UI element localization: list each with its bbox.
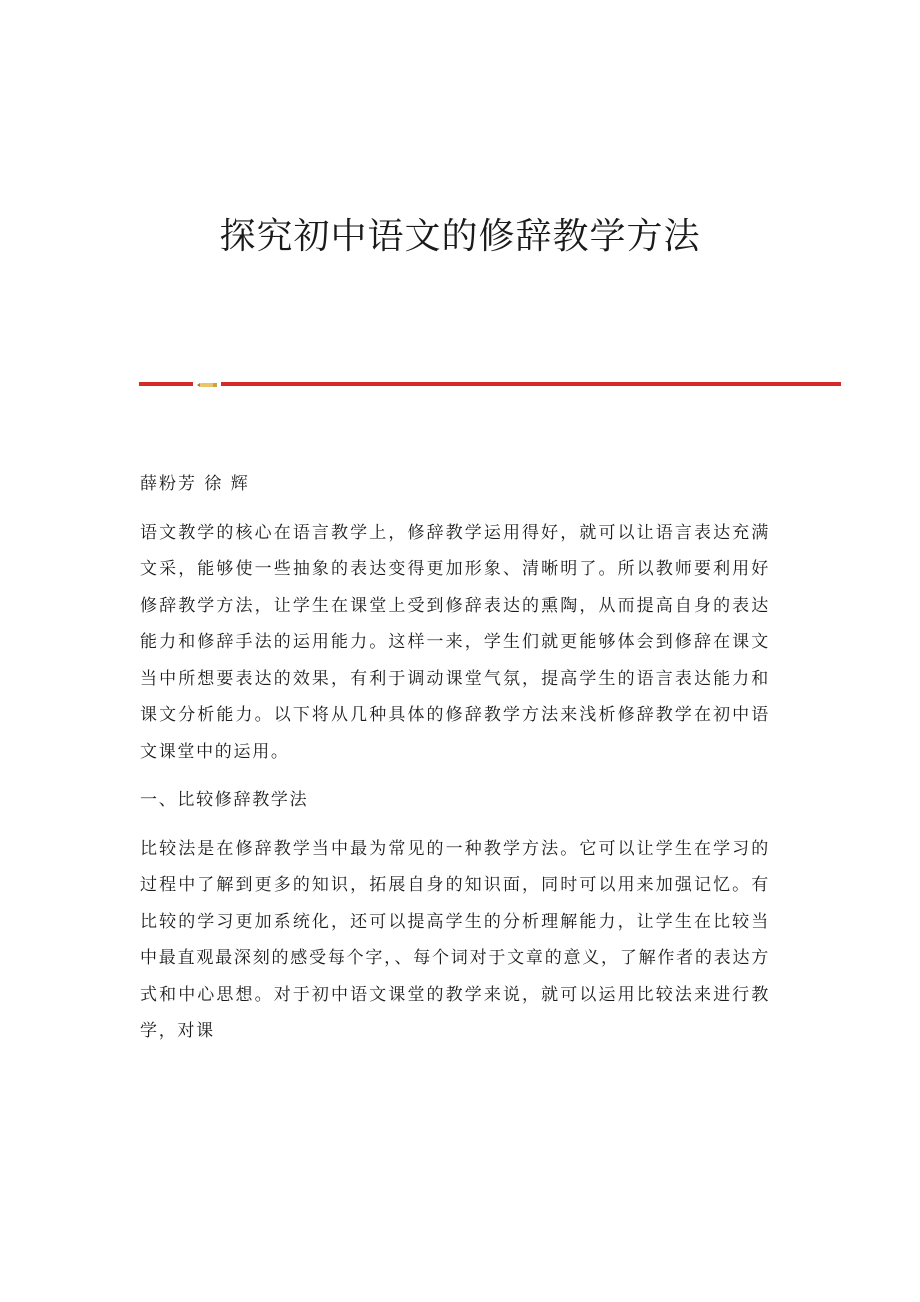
- title-divider: [139, 380, 841, 390]
- section-paragraph: 比较法是在修辞教学当中最为常见的一种教学方法。它可以让学生在学习的过程中了解到更多的知识，拓展自身的知识面，同时可以用来加强记忆。有比较的学习更加系统化，还可以提高学生的分析理解能力，让学生在比较当中最直观最深刻的感受每个字，、每个词对于文章的意义，了解作者的表达方式和中心思想。对于初中语文课堂的教学来说，就可以运用比较法来进行教学，对课: [140, 838, 770, 1041]
- divider-left-segment: [139, 382, 193, 386]
- pencil-icon: [197, 382, 217, 388]
- intro-paragraph: 语文教学的核心在语言教学上，修辞教学运用得好，就可以让语言表达充满文采，能够使一些抽象的表达变得更加形象、清晰明了。所以教师要利用好修辞教学方法，让学生在课堂上受到修辞表达的熏陶，从而提高自身的表达能力和修辞手法的运用能力。这样一来，学生们就更能够体会到修辞在课文当中所想要表达的效果，有利于调动课堂气氛，提高学生的语言表达能力和课文分析能力。以下将从几种具体的修辞教学方法来浅析修辞教学在初中语文课堂中的运用。: [140, 522, 770, 762]
- author-line: 薛粉芳 徐 辉: [140, 474, 250, 494]
- divider-right-segment: [221, 382, 841, 386]
- document-title: 探究初中语文的修辞教学方法: [219, 216, 701, 257]
- section-heading: 一、比较修辞教学法: [140, 790, 309, 810]
- document-body: [140, 466, 770, 1062]
